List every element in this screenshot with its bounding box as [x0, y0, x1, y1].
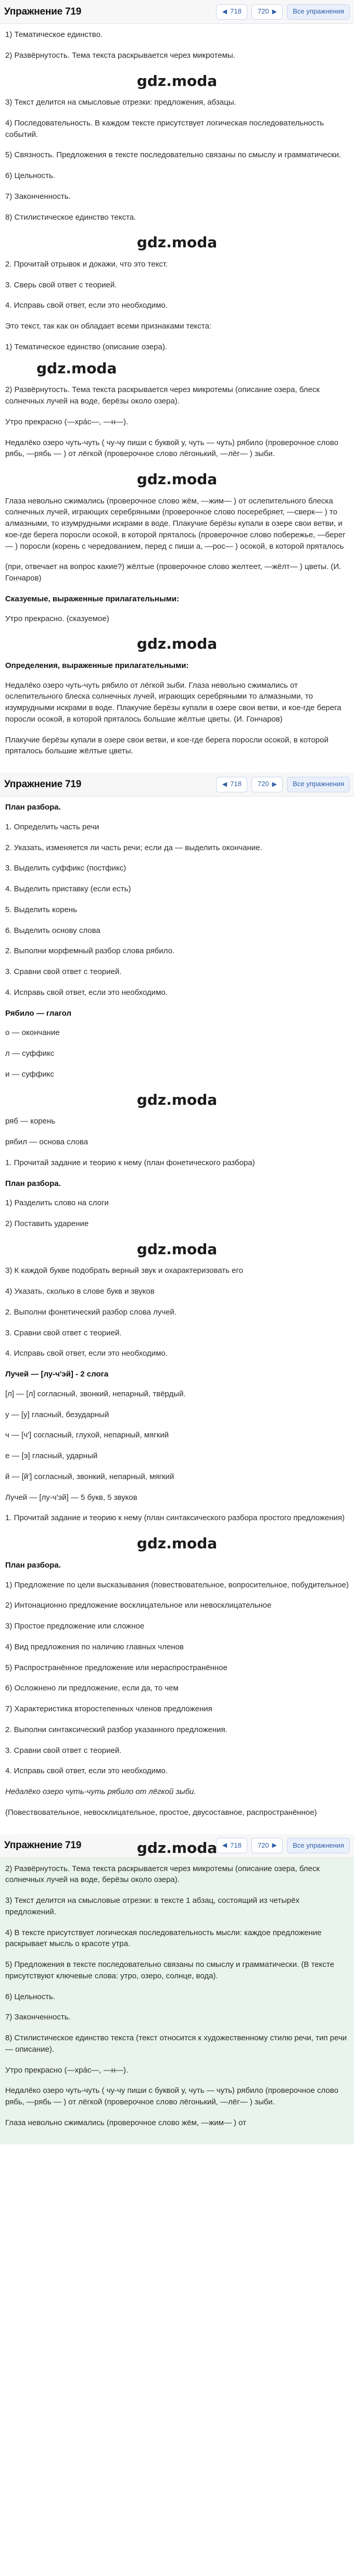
text-line: 1. Определить часть речи: [5, 822, 99, 831]
watermark: gdz.moda: [136, 1091, 218, 1108]
text-line: л — суффикс: [5, 1049, 55, 1058]
text-line: 3. Сравни свой ответ с теорией.: [5, 1746, 122, 1755]
exercise-header: [0, 773, 354, 797]
section-heading: План разбора.: [5, 1560, 61, 1570]
text-line: 4. Исправь свой ответ, если это необходимо.: [5, 1766, 168, 1776]
text-line: 8) Стилистическое единство текста (текст относится к художественному стилю речи, тип речи — описание).: [5, 2034, 347, 2054]
prev-exercise-label: 718: [230, 1841, 242, 1849]
text-line: 2) Развёрнутость. Тема текста раскрывается через микротемы (описание озера, блеск солнечных лучей на воде, берёзы около озера).: [5, 385, 320, 406]
text-line: 2. Выполни фонетический разбор слова лучей.: [5, 1307, 177, 1317]
text-line: 4) В тексте присутствует логическая последовательность мысли: каждое предложение раскрывает мысль о красоте утра.: [5, 1928, 322, 1949]
text-line: 3) К каждой букве подобрать верный звук и охарактеризовать его: [5, 1266, 243, 1276]
text-line: 4) Указать, сколько в слове букв и звуков: [5, 1287, 155, 1296]
text-line: 3. Сравни свой ответ с теорией.: [5, 967, 122, 977]
exercise-header: [0, 0, 354, 24]
text-line: 2. Выполни синтаксический разбор указанного предложения.: [5, 1725, 227, 1734]
text-line: й — [й'] согласный, звонкий, непарный, мягкий: [5, 1472, 174, 1481]
watermark: gdz.moda: [136, 72, 218, 90]
text-line: 3) Простое предложение или сложное: [5, 1622, 145, 1631]
exercise-header: [0, 1834, 354, 1858]
section-heading: Рябило — глагол: [5, 1008, 71, 1018]
text-line: 1. Прочитай задание и теорию к нему (план фонетического разбора): [5, 1158, 255, 1167]
text-line: Недалёко озеро чуть-чуть ( чу-чу пиши с буквой у, чуть — чуть) рябило (проверочное слово рябь, —рябь — ) от лёгкой (проверочное слово лёгонький, —лёг— ) зыби.: [5, 438, 338, 459]
text-line: е — [э] гласный, ударный: [5, 1451, 98, 1461]
text-line: Плакучие берёзы купали в озере свои ветви, и кое-где берега поросли осокой, в которой пряталось большие жёлтые цветы.: [5, 735, 328, 756]
text-line: и — суффикс: [5, 1069, 54, 1079]
exercise-nav: [216, 777, 350, 792]
chevron-left-icon: ◀: [222, 7, 227, 15]
text-line: Утро прекрасно (—хрáс—, —н—).: [5, 2065, 129, 2075]
text-line: Недалёко озеро чуть-чуть ( чу-чу пиши с буквой у, чуть — чуть) рябило (проверочное слово рябь, —рябь — ) от лёгкой (проверочное слово лёгонький, —лёг— ) зыби.: [5, 2086, 338, 2106]
exercise-title: Упражнение 719: [4, 778, 82, 790]
prev-exercise-label: 718: [230, 780, 242, 788]
chevron-left-icon: ◀: [222, 780, 227, 788]
chevron-right-icon: ▶: [272, 7, 277, 15]
text-line: 4. Исправь свой ответ, если это необходимо.: [5, 1349, 168, 1358]
text-line: 4) Вид предложения по наличию главных членов: [5, 1642, 184, 1651]
next-exercise-button[interactable]: [251, 4, 283, 20]
text-line: 1) Тематическое единство (описание озера).: [5, 342, 168, 351]
section-heading: Определения, выраженные прилагательными:: [5, 661, 189, 670]
text-line: 7) Законченность.: [5, 2013, 71, 2022]
text-line: Глаза невольно сжимались (проверочное слово жём, —жим— ) от ослепительного блеска солнечных лучей, играющих серебряными (проверочное слово посеребряет, —сверк— ) то алмазными, то изумрудными искрами в воде. Плакучие берёзы купали в озере свои ветви, и кое-где берега поросли осокой, в которой пряталось (проверочное слово побережье, —берег— ) поросли (корень с чередованием, перед с пиши а, —рос— ) осокой, в которой пряталось: [5, 496, 346, 551]
prev-exercise-button[interactable]: [216, 1838, 247, 1853]
all-exercises-button[interactable]: Все упражнения: [287, 777, 350, 792]
watermark: gdz.moda: [36, 359, 117, 377]
answer-block-3: [0, 1858, 354, 2144]
next-exercise-label: 720: [257, 7, 269, 16]
next-exercise-label: 720: [257, 780, 269, 788]
answer-block-2: [0, 797, 354, 1834]
text-line: 1) Предложение по цели высказывания (повествовательное, вопросительное, побудительное): [5, 1580, 349, 1589]
text-line: 1) Разделить слово на слоги: [5, 1198, 109, 1208]
text-line: (Повествовательное, невосклицательное, простое, двусоставное, распространённое): [5, 1808, 317, 1817]
text-line: 4. Исправь свой ответ, если это необходимо.: [5, 988, 168, 997]
text-line: Недалёко озеро чуть-чуть рябило от лёгкой зыби. Глаза невольно сжимались от ослепительного блеска солнечных лучей, играющих серебряными то алмазными, то изумрудными искрами в воде. Плакучие берёзы купали в озере свои ветви, и кое-где берега поросли осокой, в которой пряталось большие жёлтые цветы. (И. Гончаров): [5, 680, 342, 724]
next-exercise-button[interactable]: [251, 1838, 283, 1853]
text-line: (при, отвечает на вопрос какие?) жёлтые (проверочное слово желтеет, —жёлт— ) цветы. (И. Гончаров): [5, 562, 342, 583]
text-line: 3) Текст делится на смысловые отрезки: предложения, абзацы.: [5, 98, 236, 107]
text-line: Недалёко озеро чуть-чуть рябило от лёгкой зыби.: [5, 1787, 196, 1796]
text-line: о — окончание: [5, 1028, 60, 1038]
site-logo: gdz.moda: [136, 1839, 218, 1857]
prev-exercise-button[interactable]: [216, 777, 247, 792]
text-line: Утро прекрасно. (сказуемое): [5, 614, 109, 623]
text-line: 5. Выделить корень: [5, 905, 77, 914]
exercise-title: Упражнение 719: [4, 6, 82, 17]
text-line: 6) Цельность.: [5, 1992, 55, 2001]
text-line: [л] — [л] согласный, звонкий, непарный, твёрдый.: [5, 1389, 186, 1398]
watermark: gdz.moda: [136, 635, 218, 653]
exercise-title: Упражнение 719: [4, 1840, 82, 1851]
text-line: ч — [ч'] согласный, глухой, непарный, мягкий: [5, 1431, 169, 1440]
text-line: рябил — основа слова: [5, 1138, 88, 1147]
text-line: 7) Законченность.: [5, 192, 71, 201]
text-line: 5) Предложения в тексте последовательно связаны по смыслу и грамматически. (В тексте присутствуют ключевые слова: утро, озеро, солнце, вода).: [5, 1960, 335, 1980]
text-line: 7) Характеристика второстепенных членов предложения: [5, 1704, 212, 1713]
text-line: у — [у] гласный, безударный: [5, 1410, 109, 1419]
watermark: gdz.moda: [136, 234, 218, 251]
text-line: Утро прекрасно (—хрáс—, —н—).: [5, 417, 129, 426]
all-exercises-button[interactable]: Все упражнения: [287, 4, 350, 20]
text-line: 5) Распространённое предложение или нераспространённое: [5, 1663, 227, 1672]
text-line: Глаза невольно сжимались (проверочное слово жём, —жим— ) от: [5, 2118, 247, 2127]
text-line: 5) Связность. Предложения в тексте последовательно связаны по смыслу и грамматически.: [5, 150, 342, 160]
text-line: Это текст, так как он обладает всеми признаками текста:: [5, 322, 212, 331]
text-line: ряб — корень: [5, 1117, 56, 1126]
answer-block-1: [0, 24, 354, 773]
text-line: 1) Тематическое единство.: [5, 30, 103, 39]
text-line: 3. Выделить суффикс (постфикс): [5, 864, 127, 873]
text-line: 6) Осложнено ли предложение, если да, то чем: [5, 1684, 179, 1693]
text-line: 3. Сравни свой ответ с теорией.: [5, 1328, 122, 1337]
watermark: gdz.moda: [136, 1535, 218, 1552]
chevron-right-icon: ▶: [272, 780, 277, 788]
watermark: gdz.moda: [136, 1240, 218, 1258]
section-heading: План разбора.: [5, 1179, 61, 1188]
text-line: 6) Цельность.: [5, 171, 55, 181]
chevron-right-icon: ▶: [272, 1841, 277, 1849]
section-heading: План разбора.: [5, 803, 61, 812]
next-exercise-button[interactable]: [251, 777, 283, 792]
prev-exercise-button[interactable]: [216, 4, 247, 20]
exercise-nav: [216, 1838, 350, 1853]
all-exercises-button[interactable]: Все упражнения: [287, 1838, 350, 1853]
text-line: 6. Выделить основу слова: [5, 926, 100, 935]
text-line: 2) Поставить ударение: [5, 1219, 89, 1229]
text-line: 1. Прочитай задание и теорию к нему (план синтаксического разбора простого предложения): [5, 1513, 345, 1523]
watermark: gdz.moda: [136, 471, 218, 488]
section-heading: Сказуемые, выраженные прилагательными:: [5, 594, 180, 603]
text-line: Лучей — [лу-ч'эй] — 5 букв, 5 звуков: [5, 1493, 137, 1502]
text-line: 8) Стилистическое единство текста.: [5, 212, 136, 222]
text-line: 3) Текст делится на смысловые отрезки: в тексте 1 абзац, состоящий из четырёх предложений.: [5, 1896, 300, 1916]
exercise-nav: [216, 4, 350, 20]
text-line: 4. Исправь свой ответ, если это необходимо.: [5, 301, 168, 310]
text-line: 2) Развёрнутость. Тема текста раскрывается через микротемы (описание озера, блеск солнечных лучей на воде, берёзы около озера).: [5, 1864, 320, 1885]
prev-exercise-label: 718: [230, 7, 242, 16]
next-exercise-label: 720: [257, 1841, 269, 1849]
text-line: 2) Интонационно предложение восклицательное или невосклицательное: [5, 1601, 272, 1610]
text-line: 2) Развёрнутость. Тема текста раскрывается через микротемы.: [5, 50, 235, 60]
chevron-left-icon: ◀: [222, 1841, 227, 1849]
section-heading: Лучей — [лу-ч'эй] - 2 слога: [5, 1370, 109, 1379]
text-line: 2. Выполни морфемный разбор слова рябило.: [5, 946, 175, 956]
text-line: 4) Последовательность. В каждом тексте присутствует логическая последовательность событий.: [5, 118, 324, 139]
text-line: 4. Выделить приставку (если есть): [5, 885, 131, 894]
text-line: 3. Сверь свой ответ с теорией.: [5, 280, 117, 289]
text-line: 2. Указать, изменяется ли часть речи; если да — выделить окончание.: [5, 843, 262, 852]
text-line: 2. Прочитай отрывок и докажи, что это текст.: [5, 259, 168, 269]
